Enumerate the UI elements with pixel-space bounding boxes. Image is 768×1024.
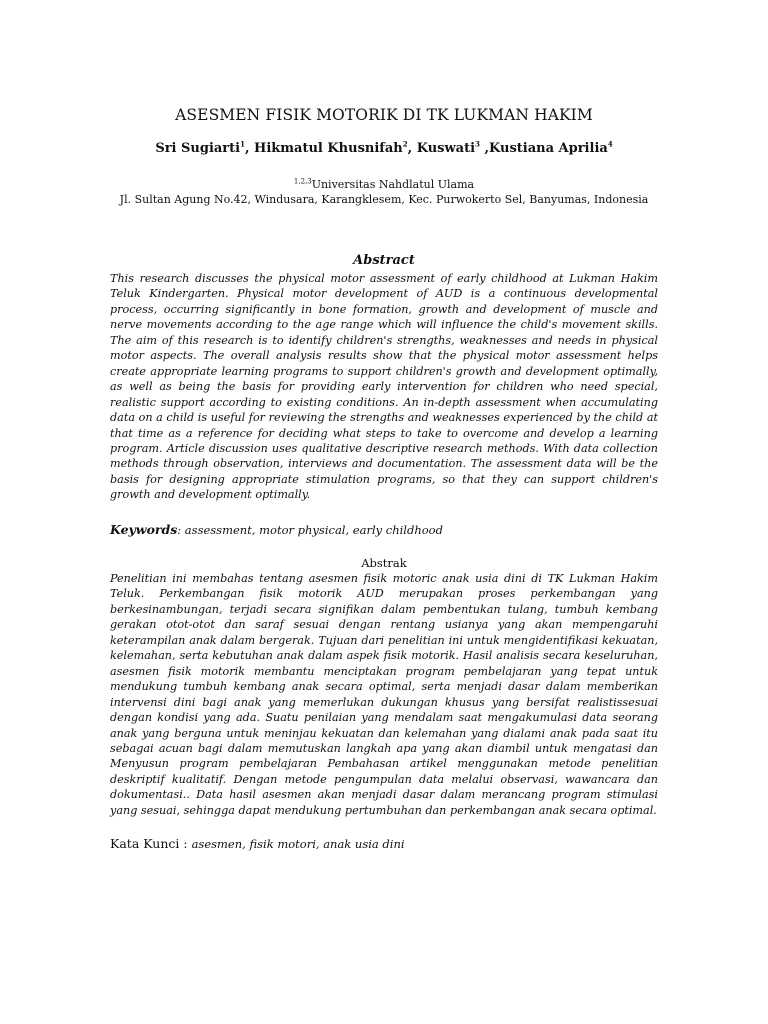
abstract-heading: Abstract (353, 253, 415, 268)
keywords-text: : assessment, motor physical, early childhood (177, 523, 443, 537)
keywords-label: Keywords (110, 522, 178, 537)
author-superscript: 3 (475, 139, 480, 149)
kata-kunci-label: Kata Kunci : (110, 836, 192, 851)
author-list (0, 141, 768, 156)
author-superscript: 4 (607, 139, 613, 149)
affiliation-institution-line (0, 177, 768, 192)
author-separator: , (479, 141, 489, 156)
author-name: Sri Sugiarti (155, 141, 241, 156)
affiliation-superscript: 1,2,3 (293, 177, 312, 186)
abstrak-body: Penelitian ini membahas tentang asesmen fisik motoric anak usia dini di TK Lukman Hakim Teluk. Perkembangan fisik motorik AUD merupakan proses perkembangan yang berkesinambungan, terjadi secara signifikan dalam pembentukan tulang, tumbuh kembang gerakan otot-otot dan saraf sesuai dengan rentang usianya yang akan mempengaruhi keterampilan anak dalam bergerak. Tujuan dari penelitian ini untuk mengidentifikasi kekuatan, kelemahan, serta kebutuhan anak dalam aspek fisik motorik. Hasil analisis secara keseluruhan, asesmen fisik motorik membantu menciptakan program pembelajaran yang tepat untuk mendukung tumbuh kembang anak secara optimal, serta menjadi dasar dalam memberikan intervensi dini bagi anak yang memerlukan dukungan khusus yang bersifat realistissesuai dengan kondisi yang ada. Suatu penilaian yang mendalam saat mengakumulasi data seorang anak yang berguna untuk meninjau kekuatan dan kelemahan yang dialami anak pada saat itu sebagai acuan bagi dalam memutuskan langkah apa yang akan diambil untuk mengatasi dan Menyusun program pembelajaran Pembahasan artikel menggunakan metode penelitian deskriptif kualitatif. Dengan metode pengumpulan data melalui observasi, wawancara dan dokumentasi.. Data hasil asesmen akan menjadi dasar dalam merancang program stimulasi yang sesuai, sehingga dapat mendukung pertumbuhan dan perkembangan anak secara optimal. (110, 572, 658, 817)
abstrak-heading: Abstrak (361, 556, 407, 570)
kata-kunci-text: asesmen, fisik motori, anak usia dini (191, 837, 405, 851)
author-name: Hikmatul Khusnifah (254, 141, 403, 156)
abstract-body: This research discusses the physical motor assessment of early childhood at Lukman Hakim Teluk Kindergarten. Physical motor development of AUD is a continuous developmental process, occurring significantly in bone formation, growth and development of muscle and nerve movements according to the age range which will influence the child's movement skills. The aim of this research is to identify children's strengths, weaknesses and needs in physical motor aspects. The overall analysis results show that the physical motor assessment helps create appropriate learning programs to support children's growth and development optimally, as well as being the basis for providing early intervention for children who need special, realistic support according to existing conditions. An in-depth assessment when accumulating data on a child is useful for reviewing the strengths and weaknesses experienced by the child at that time as a reference for deciding what steps to take to overcome and develop a learning program. Article discussion uses qualitative descriptive research methods. With data collection methods through observation, interviews and documentation. The assessment data will be the basis for designing appropriate stimulation programs, so that they can support children's growth and development optimally. (110, 272, 658, 502)
author-name: Kustiana Aprilia (488, 141, 608, 156)
paper-title: ASESMEN FISIK MOTORIK DI TK LUKMAN HAKIM (175, 106, 593, 124)
keywords-line (110, 522, 658, 537)
affiliation (0, 177, 768, 207)
author-separator: , (407, 141, 417, 156)
author-name: Kuswati (416, 141, 476, 156)
author-superscript: 1 (240, 139, 245, 149)
kata-kunci-line (110, 836, 658, 851)
affiliation-institution: Universitas Nahdlatul Ulama (311, 178, 475, 191)
affiliation-address: Jl. Sultan Agung No.42, Windusara, Karangklesem, Kec. Purwokerto Sel, Banyumas, Indonesia (119, 193, 649, 206)
author-separator: , (244, 141, 255, 156)
author-superscript: 2 (402, 139, 408, 149)
